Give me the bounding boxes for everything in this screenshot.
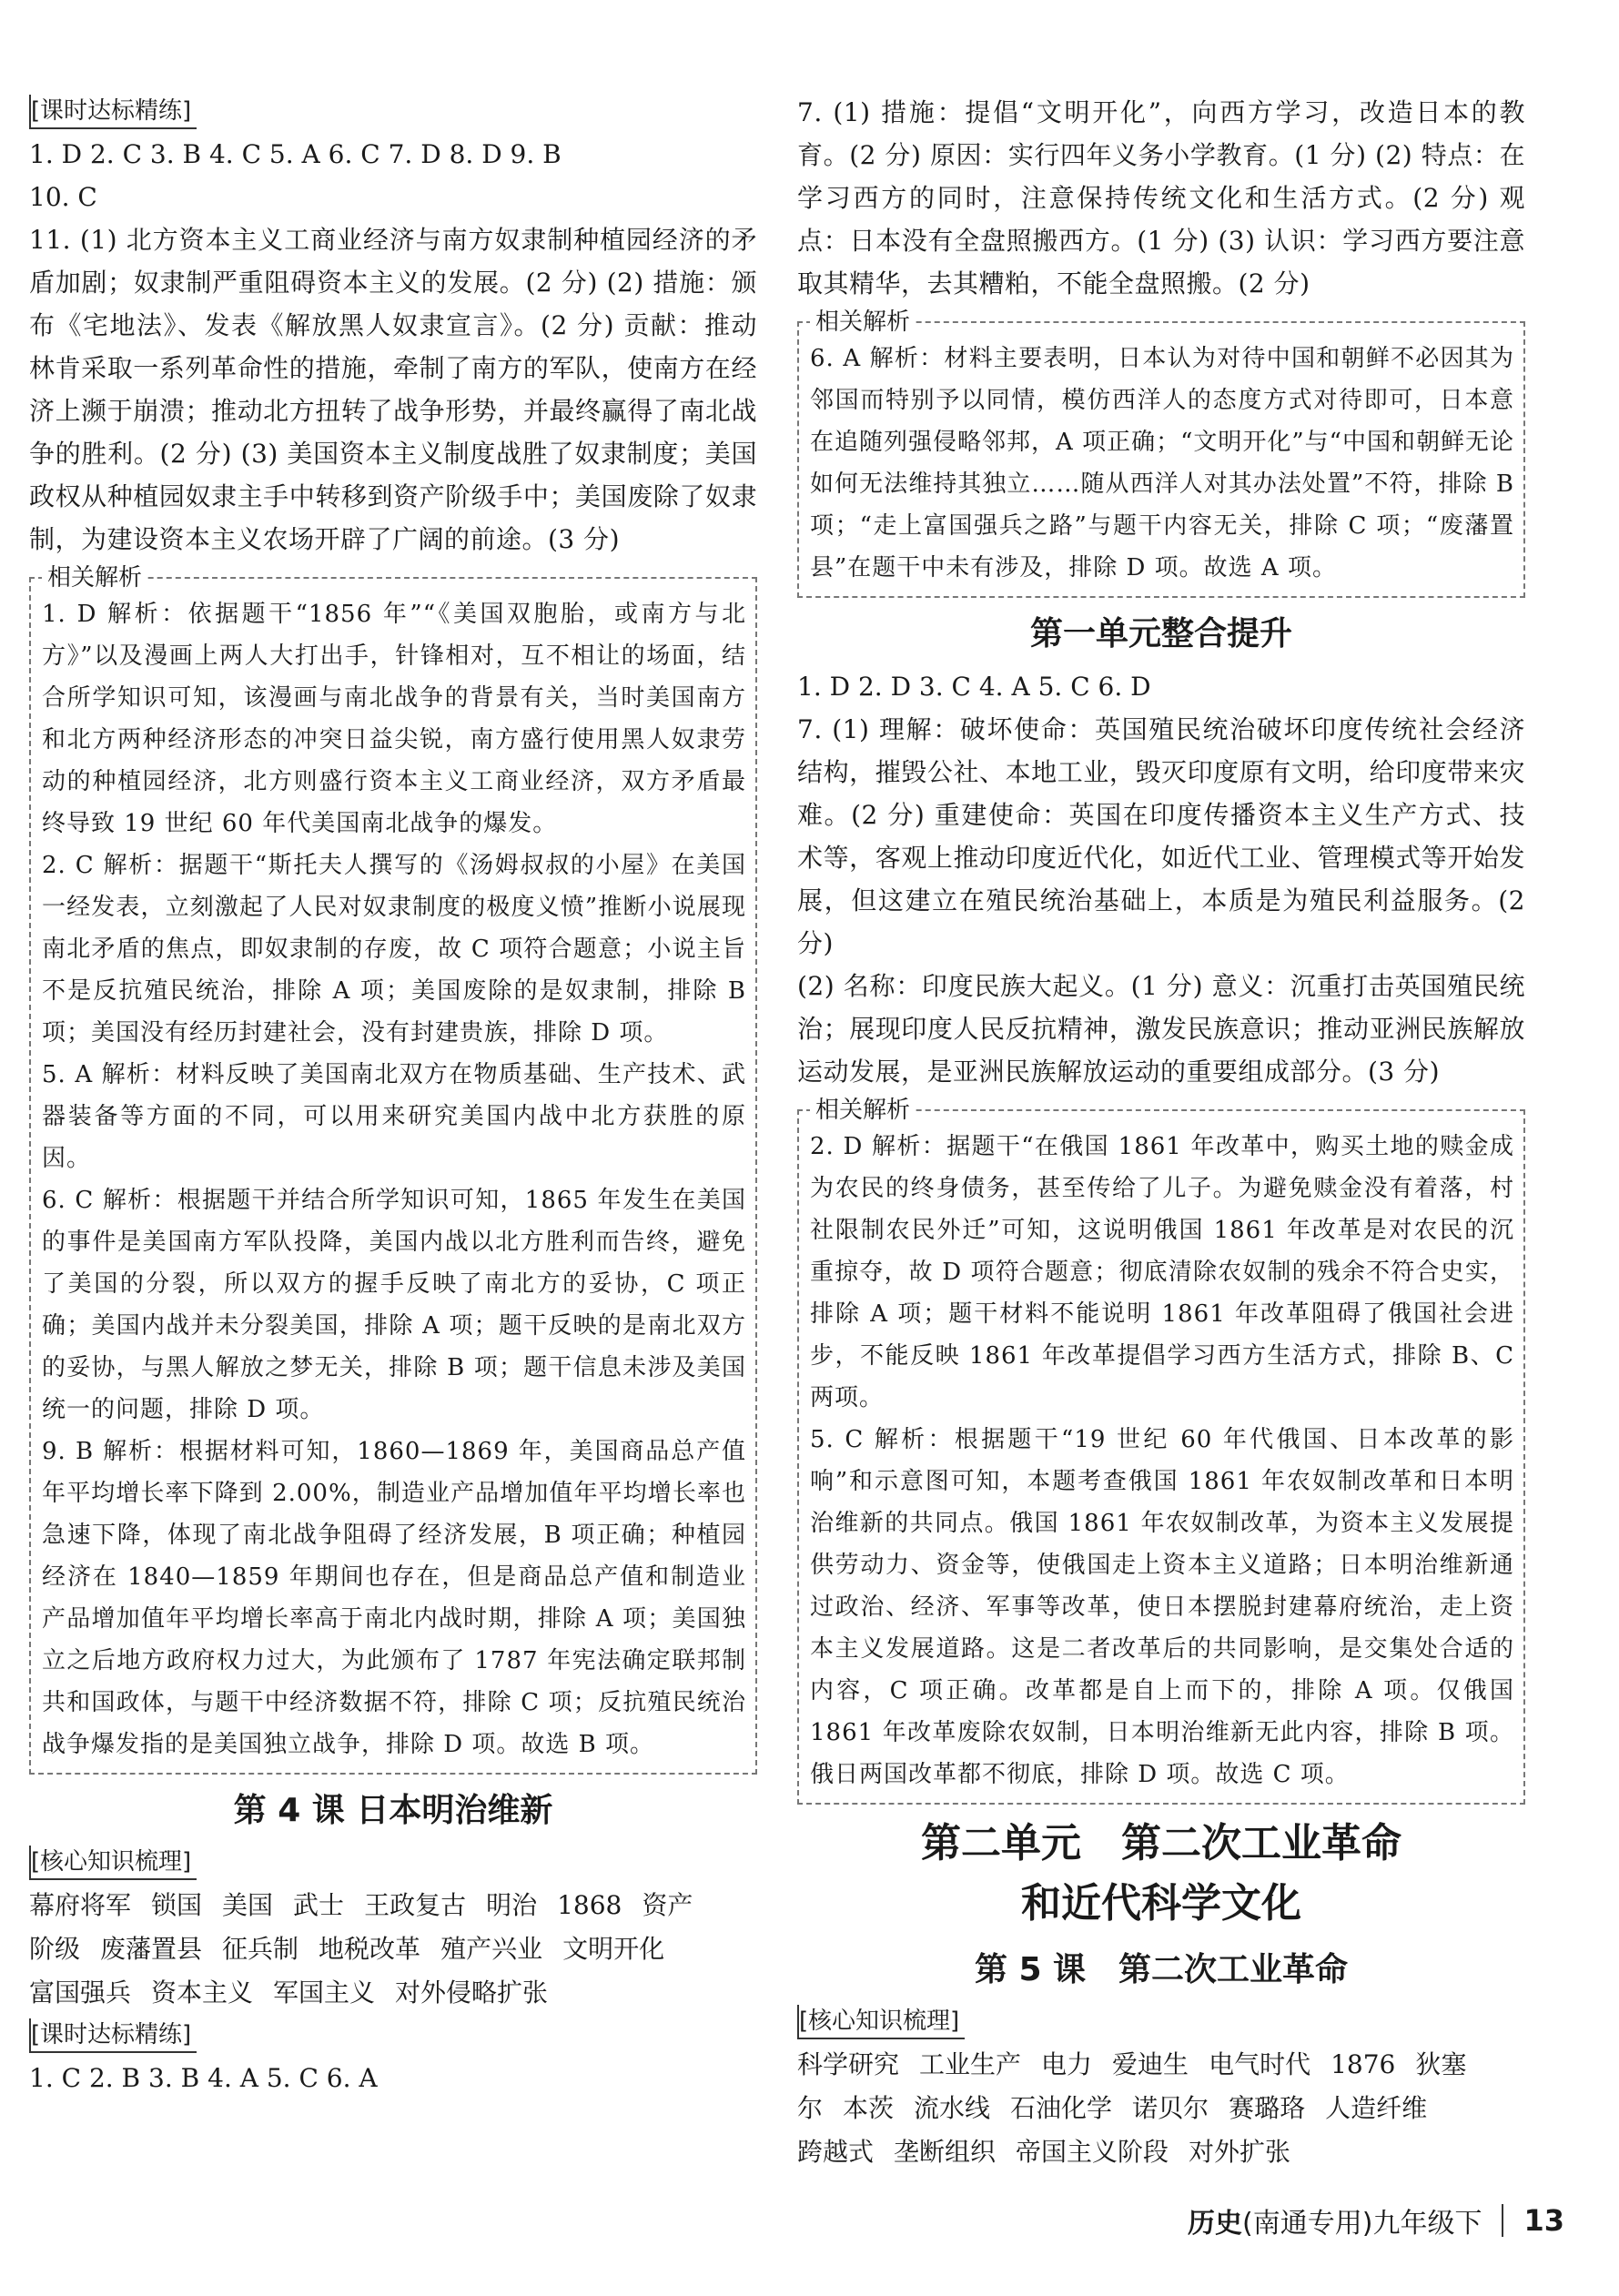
analysis-item: 5. A 解析：材料反映了美国南北双方在物质基础、生产技术、武器装备等方面的不同，可以用来研究美国内战中北方获胜的原因。 bbox=[42, 1061, 746, 1172]
analysis-item: 5. C 解析：根据题干“19 世纪 60 年代俄国、日本改革的影响”和示意图可知，本题考查俄国 1861 年农奴制改革和日本明治维新的共同点。俄国 1861 年农奴制改革，为资本主义发展提供劳动力、资金等，使俄国走上资本主义道路；日本明治维新通过政治、经济、军事等改革，使日本摆脱封建幕府统治，走上资本主义发展道路。这是二者改革后的共同影响，是交集处合适的内容，C 项正确。改革都是自上而下的，排除 A 项。仅俄国 1861 年改革废除农奴制，日本明治维新无此内容，排除 B 项。俄日两国改革都不彻底，排除 D 项。故选 C 项。 bbox=[810, 1426, 1514, 1788]
question-7-answer: 7. (1) 措施：提倡“文明开化”，向西方学习，改造日本的教育。(2 分) 原因：实行四年义务小学教育。(1 分) (2) 特点：在学习西方的同时，注意保持传统文化和生活方式。(2 分) 观点：日本没有全盘照搬西方。(1 分) (3) 认识：学习西方要注意取其精华，去其糟粕，不能全盘照搬。(2 分) bbox=[797, 97, 1525, 298]
section-tag-knowledge: [ 核心知识梳理 ] bbox=[797, 2005, 965, 2039]
analysis-item: 6. C 解析：根据题干并结合所学知识可知，1865 年发生在美国的事件是美国南方军队投降，美国内战以北方胜利而告终，避免了美国的分裂，所以双方的握手反映了南北方的妥协，C 项正确；美国内战并未分裂美国，排除 A 项；题干反映的是南北双方的妥协，与黑人解放之梦无关，排除 B 项；题干信息未涉及美国统一的问题，排除 D 项。 bbox=[42, 1187, 746, 1423]
analysis-item: 9. B 解析：根据材料可知，1860—1869 年，美国商品总产值年平均增长率下降到 2.00%，制造业产品增加值年平均增长率也急速下降，体现了南北战争阻碍了经济发展，B 项正确；种植园经济在 1840—1859 年期间也存在，但是商品总产值和制造业产品增加值年平均增长率高于南北内战时期，排除 A 项；美国独立之后地方政府权力过大，为此颁布了 1787 年宪法确定联邦制共和国政体，与题干中经济数据不符，排除 C 项；反抗殖民统治战争爆发指的是美国独立战争，排除 D 项。故选 B 项。 bbox=[42, 1438, 746, 1758]
page-number: 13 bbox=[1523, 2203, 1564, 2238]
question-11-answer: 11. (1) 北方资本主义工商业经济与南方奴隶制种植园经济的矛盾加剧；奴隶制严重阻碍资本主义的发展。(2 分) (2) 措施：颁布《宅地法》、发表《解放黑人奴隶宣言》。(2 分) 贡献：推动林肯采取一系列革命性的措施，牵制了南方的军队，使南方在经济上濒于崩溃；推动北方扭转了战争形势，并最终赢得了南北战争的胜利。(2 分) (3) 美国资本主义制度战胜了奴隶制度；美国政权从种植园奴隶主手中转移到资产阶级手中；美国废除了奴隶制，为建设资本主义农场开辟了广阔的前途。(3 分) bbox=[29, 225, 757, 554]
keyword-line: 富国强兵 资本主义 军国主义 对外侵略扩张 bbox=[29, 1977, 549, 2008]
keyword-line: 跨越式 垄断组织 帝国主义阶段 对外扩张 bbox=[797, 2137, 1291, 2167]
unit-review-title: 第一单元整合提升 bbox=[1029, 615, 1292, 652]
analysis-box bbox=[797, 1097, 1525, 1805]
unit-title-line2: 和近代科学文化 bbox=[1021, 1880, 1301, 1927]
analysis-box bbox=[797, 308, 1525, 598]
analysis-title: 相关解析 bbox=[810, 303, 916, 337]
analysis-title: 相关解析 bbox=[42, 559, 147, 592]
lesson-title: 第 4 课 日本明治维新 bbox=[233, 1792, 553, 1829]
right-column bbox=[797, 91, 1525, 2174]
keyword-line: 阶级 废藩置县 征兵制 地税改革 殖产兴业 文明开化 bbox=[29, 1934, 665, 1964]
keyword-line: 科学研究 工业生产 电力 爱迪生 电气时代 1876 狄塞 bbox=[797, 2049, 1467, 2079]
left-column bbox=[29, 91, 757, 2099]
question-7-answer: 7. (1) 理解：破坏使命：英国殖民统治破坏印度传统社会经济结构，摧毁公社、本地工业，毁灭印度原有文明，给印度带来灾难。(2 分) 重建使命：英国在印度传播资本主义生产方式、技术等，客观上推动印度近代化，如近代工业、管理模式等开始发展，但这建立在殖民统治基础上，本质是为殖民利益服务。(2 分) bbox=[797, 714, 1525, 958]
keyword-line: 幕府将军 锁国 美国 武士 王政复古 明治 1868 资产 bbox=[29, 1890, 693, 1920]
page-footer bbox=[1188, 2200, 1564, 2240]
analysis-title: 相关解析 bbox=[810, 1091, 916, 1125]
keyword-line: 尔 本茨 流水线 石油化学 诺贝尔 赛璐珞 人造纤维 bbox=[797, 2093, 1428, 2123]
section-tag-practice: [ 课时达标精练 ] bbox=[29, 95, 197, 129]
analysis-item: 1. D 解析：依据题干“1856 年”“《美国双胞胎，或南方与北方》”以及漫画上两人大打出手，针锋相对，互不相让的场面，结合所学知识可知，该漫画与南北战争的背景有关，当时美国南方和北方两种经济形态的冲突日益尖锐，南方盛行使用黑人奴隶劳动的种植园经济，北方则盛行资本主义工商业经济，双方矛盾最终导致 19 世纪 60 年代美国南北战争的爆发。 bbox=[42, 601, 746, 837]
footer-divider bbox=[1502, 2204, 1503, 2237]
unit-title: 第二单元 第二次工业革命 bbox=[921, 1820, 1401, 1866]
section-tag-knowledge: [ 核心知识梳理 ] bbox=[29, 1846, 197, 1880]
answer-key: 1. D 2. C 3. B 4. C 5. A 6. C 7. D 8. D 9. B bbox=[29, 139, 562, 169]
lesson-title: 第 5 课 第二次工业革命 bbox=[974, 1951, 1349, 1988]
analysis-item: 6. A 解析：材料主要表明，日本认为对待中国和朝鲜不必因其为邻国而特别予以同情，模仿西洋人的态度方式对待即可，日本意在追随列强侵略邻邦，A 项正确；“文明开化”与“中国和朝鲜无论如何无法维持其独立……随从西洋人对其办法处置”不符，排除 B 项；“走上富国强兵之路”与题干内容无关，排除 C 项；“废藩置县”在题干中未有涉及，排除 D 项。故选 A 项。 bbox=[810, 345, 1514, 582]
answer-key-cont: 10. C bbox=[29, 182, 97, 212]
analysis-item: 2. D 解析：据题干“在俄国 1861 年改革中，购买土地的赎金成为农民的终身债务，甚至传给了儿子。为避免赎金没有着落，村社限制农民外迁”可知，这说明俄国 1861 年改革是对农民的沉重掠夺，故 D 项符合题意；彻底清除农奴制的残余不符合史实，排除 A 项；题干材料不能说明 1861 年改革阻碍了俄国社会进步，不能反映 1861 年改革提倡学习西方生活方式，排除 B、C 两项。 bbox=[810, 1133, 1514, 1411]
footer-subject: 历史(南通专用)九年级下 bbox=[1188, 2208, 1482, 2240]
analysis-item: 2. C 解析：据题干“斯托夫人撰写的《汤姆叔叔的小屋》在美国一经发表，立刻激起了人民对奴隶制度的极度义愤”推断小说展现南北矛盾的焦点，即奴隶制的存废，故 C 项符合题意；小说主旨不是反抗殖民统治，排除 A 项；美国废除的是奴隶制，排除 B 项；美国没有经历封建社会，没有封建贵族，排除 D 项。 bbox=[42, 852, 746, 1047]
section-tag-practice: [ 课时达标精练 ] bbox=[29, 2018, 197, 2053]
answer-key: 1. D 2. D 3. C 4. A 5. C 6. D bbox=[797, 672, 1151, 702]
analysis-box bbox=[29, 564, 757, 1775]
answer-key: 1. C 2. B 3. B 4. A 5. C 6. A bbox=[29, 2063, 378, 2093]
question-7-answer-part2: (2) 名称：印度民族大起义。(1 分) 意义：沉重打击英国殖民统治；展现印度人民反抗精神，激发民族意识；推动亚洲民族解放运动发展，是亚洲民族解放运动的重要组成部分。(3 分) bbox=[797, 971, 1525, 1087]
